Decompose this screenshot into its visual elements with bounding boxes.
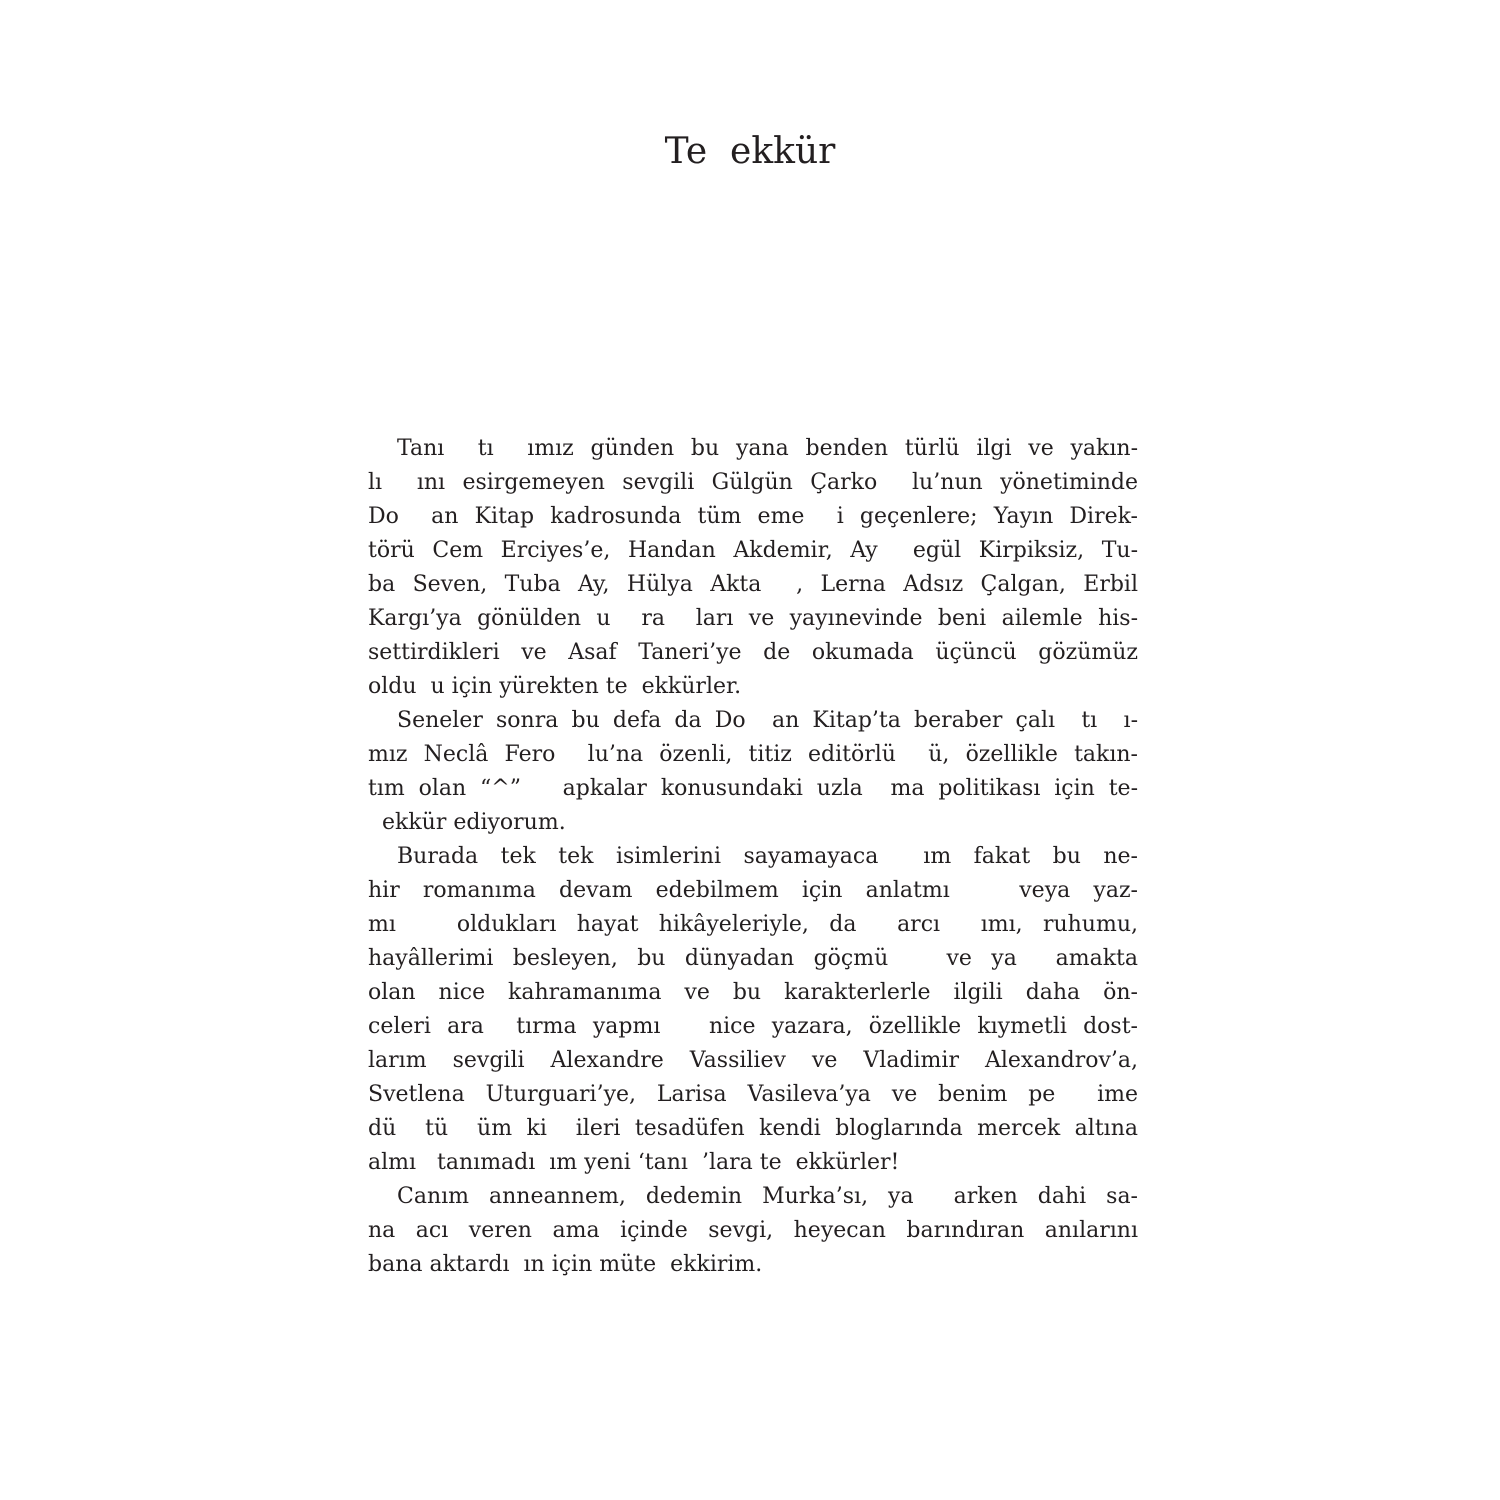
page-title: Te ekkür	[664, 131, 836, 172]
paragraph-3	[368, 840, 1138, 1180]
text-line: Canım anneannem, dedemin Murka’sı, ya arken dahi sa-	[397, 1184, 1138, 1209]
text-line: ba Seven, Tuba Ay, Hülya Akta , Lerna Adsız Çalgan, Erbil	[368, 572, 1138, 597]
text-line: tım olan “^” apkalar konusundaki uzla ma politikası için te-	[368, 776, 1138, 801]
text-line: larım sevgili Alexandre Vassiliev ve Vladimir Alexandrov’a,	[368, 1048, 1138, 1073]
text-line: celeri ara tırma yapmı nice yazara, özellikle kıymetli dost-	[368, 1014, 1138, 1039]
text-line: Tanı tı ımız günden bu yana benden türlü ilgi ve yakın-	[397, 436, 1138, 461]
paragraph-4	[368, 1180, 1138, 1282]
text-line: almı tanımadı ım yeni ‘tanı ’lara te ekkürler!	[368, 1150, 900, 1175]
text-line: mı oldukları hayat hikâyeleriyle, da arcı ımı, ruhumu,	[368, 912, 1138, 937]
text-line: olan nice kahramanıma ve bu karakterlerle ilgili daha ön-	[368, 980, 1138, 1005]
text-line: settirdikleri ve Asaf Taneri’ye de okumada üçüncü gözümüz	[368, 640, 1138, 665]
text-line: lı ını esirgemeyen sevgili Gülgün Çarko lu’nun yönetiminde	[368, 470, 1138, 495]
text-line: ekkür ediyorum.	[368, 810, 566, 835]
text-line: Seneler sonra bu defa da Do an Kitap’ta beraber çalı tı ı-	[397, 708, 1138, 733]
text-line: na acı veren ama içinde sevgi, heyecan barındıran anılarını	[368, 1218, 1138, 1243]
acknowledgements-body	[368, 432, 1138, 1282]
text-line: Do an Kitap kadrosunda tüm eme i geçenlere; Yayın Direk-	[368, 504, 1138, 529]
text-line: Burada tek tek isimlerini sayamayaca ım fakat bu ne-	[397, 844, 1138, 869]
text-line: dü tü üm ki ileri tesadüfen kendi bloglarında mercek altına	[368, 1116, 1138, 1141]
text-line: oldu u için yürekten te ekkürler.	[368, 674, 742, 699]
text-line: hayâllerimi besleyen, bu dünyadan göçmü ve ya amakta	[368, 946, 1138, 971]
text-line: Svetlena Uturguari’ye, Larisa Vasileva’ya ve benim pe ime	[368, 1082, 1138, 1107]
text-line: hir romanıma devam edebilmem için anlatmı veya yaz-	[368, 878, 1138, 903]
text-line: törü Cem Erciyes’e, Handan Akdemir, Ay egül Kirpiksiz, Tu-	[368, 538, 1138, 563]
text-line: bana aktardı ın için müte ekkirim.	[368, 1252, 763, 1277]
text-line: mız Neclâ Fero lu’na özenli, titiz editörlü ü, özellikle takın-	[368, 742, 1138, 767]
paragraph-1	[368, 432, 1138, 704]
text-line: Kargı’ya gönülden u ra ları ve yayınevinde beni ailemle his-	[368, 606, 1138, 631]
paragraph-2	[368, 704, 1138, 840]
